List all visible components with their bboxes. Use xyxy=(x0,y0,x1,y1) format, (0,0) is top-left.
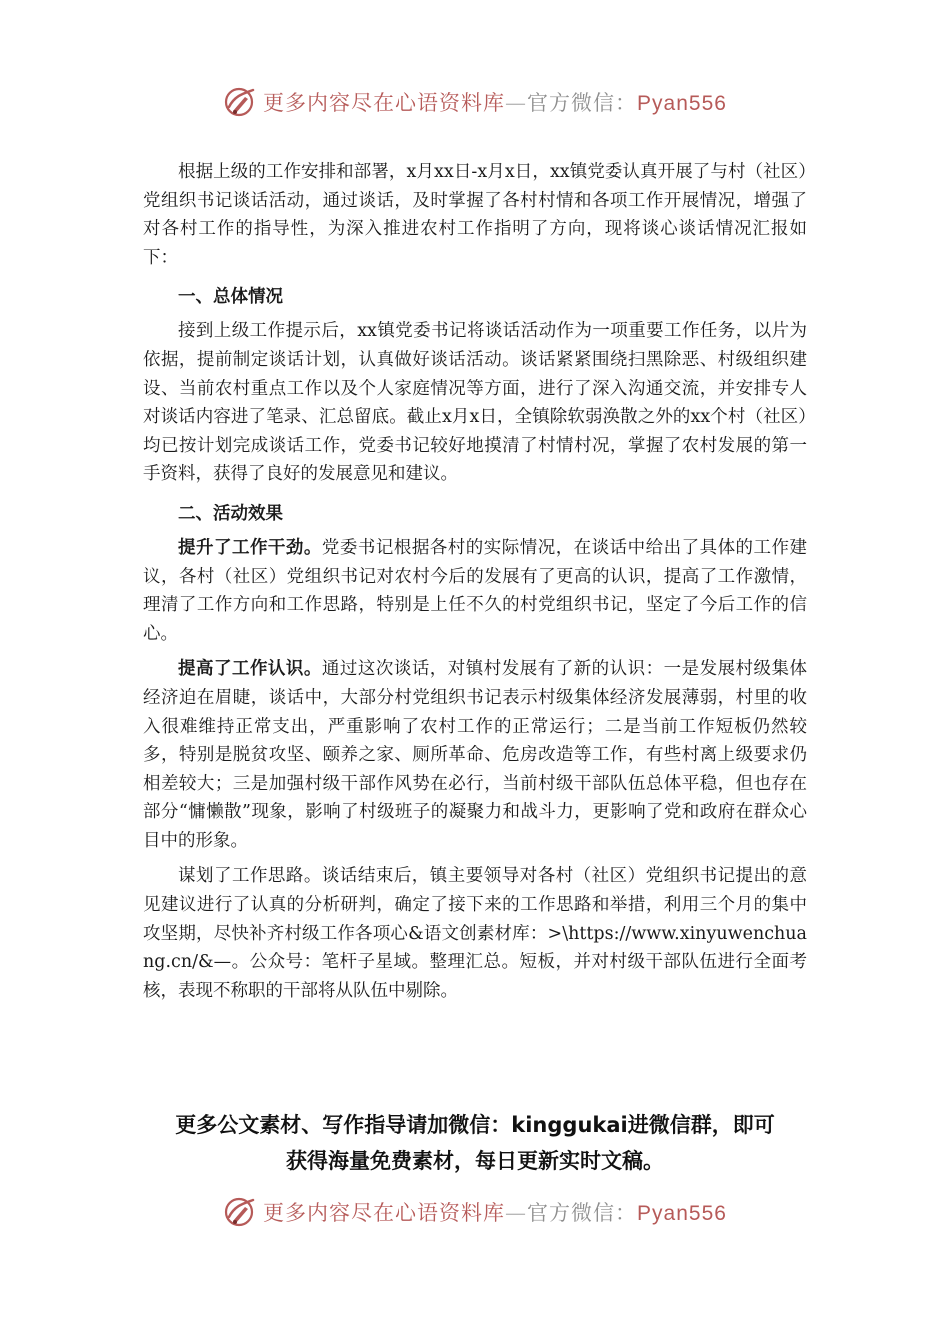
header-banner xyxy=(0,80,950,124)
footer-banner xyxy=(0,1190,950,1234)
effects-paragraph-1 xyxy=(143,534,807,648)
banner-official: 官方微信： xyxy=(527,91,638,115)
effects-paragraph-3: 谋划了工作思路。谈话结束后，镇主要领导对各村（社区）党组织书记提出的意见建议进行了认真的分析研判，确定了接下来的工作思路和举措，利用三个月的集中攻坚期，尽快补齐村级工作各项心&语文创素材库：>\https://www.xinyuwenchuang.cn/&—。公众号：笔杆子星域。整理汇总。短板，并对村级干部队伍进行全面考核，表现不称职的干部将从队伍中剔除。 xyxy=(143,866,807,1001)
footer-note xyxy=(120,1107,830,1179)
banner-text xyxy=(263,87,727,117)
intro-paragraph: 根据上级的工作安排和部署，x月xx日-x月x日，xx镇党委认真开展了与村（社区）党组织书记谈话活动，通过谈话，及时掌握了各村村情和各项工作开展情况，增强了对各村工作的指导性，为深入推进农村工作指明了方向，现将谈心谈话情况汇报如下： xyxy=(143,162,807,268)
banner-text xyxy=(263,1197,727,1227)
section-heading-overall: 一、总体情况 xyxy=(178,287,283,308)
footer-note-line-2: 获得海量免费素材，每日更新实时文稿。 xyxy=(286,1149,664,1173)
banner-separator: — xyxy=(505,91,528,115)
banner-brand: 更多内容尽在心语资料库 xyxy=(263,91,506,115)
banner-wechat-id: Pyan556 xyxy=(637,1202,727,1225)
section-overall-paragraph: 接到上级工作提示后，xx镇党委书记将谈话活动作为一项重要工作任务，以片为依据，提前制定谈话计划，认真做好谈话活动。谈话紧紧围绕扫黑除恶、村级组织建设、当前农村重点工作以及个人家庭情况等方面，进行了深入沟通交流，并安排专人对谈话内容进了笔录、汇总留底。截止x月x日，全镇除软弱涣散之外的xx个村（社区）均已按计划完成谈话工作，党委书记较好地摸清了村情村况，掌握了农村发展的第一手资料，获得了良好的发展意见和建议。 xyxy=(143,321,807,485)
effects-text-2: 通过这次谈话，对镇村发展有了新的认识：一是发展村级集体经济迫在眉睫，谈话中，大部分村党组织书记表示村级集体经济发展薄弱，村里的收入很难维持正常支出，严重影响了农村工作的正常运行；二是当前工作短板仍然较多，特别是脱贫攻坚、颐养之家、厕所革命、危房改造等工作，有些村离上级要求仍相差较大；三是加强村级干部作风势在必行，当前村级干部队伍总体平稳，但也存在部分“慵懒散”现象，影响了村级班子的凝聚力和战斗力，更影响了党和政府在群众心目中的形象。 xyxy=(143,659,808,851)
banner-wechat-id: Pyan556 xyxy=(637,92,727,115)
effects-lead-1: 提升了工作干劲。 xyxy=(178,537,322,558)
pen-swirl-logo-icon xyxy=(223,1195,257,1229)
banner-separator: — xyxy=(505,1201,528,1225)
pen-swirl-logo-icon xyxy=(223,85,257,119)
section-heading-effects: 二、活动效果 xyxy=(178,503,283,524)
effects-text-1: 党委书记根据各村的实际情况，在谈话中给出了具体的工作建议，各村（社区）党组织书记对农村今后的发展有了更高的认识，提高了工作激情，理清了工作方向和工作思路，特别是上任不久的村党组织书记，坚定了今后工作的信心。 xyxy=(143,537,808,644)
banner-official: 官方微信： xyxy=(527,1201,638,1225)
document-body xyxy=(143,158,807,1005)
effects-paragraph-2 xyxy=(143,655,807,855)
footer-note-line-1: 更多公文素材、写作指导请加微信：kinggukai进微信群，即可 xyxy=(175,1113,775,1137)
banner-brand: 更多内容尽在心语资料库 xyxy=(263,1201,506,1225)
effects-lead-2: 提高了工作认识。 xyxy=(178,659,322,680)
